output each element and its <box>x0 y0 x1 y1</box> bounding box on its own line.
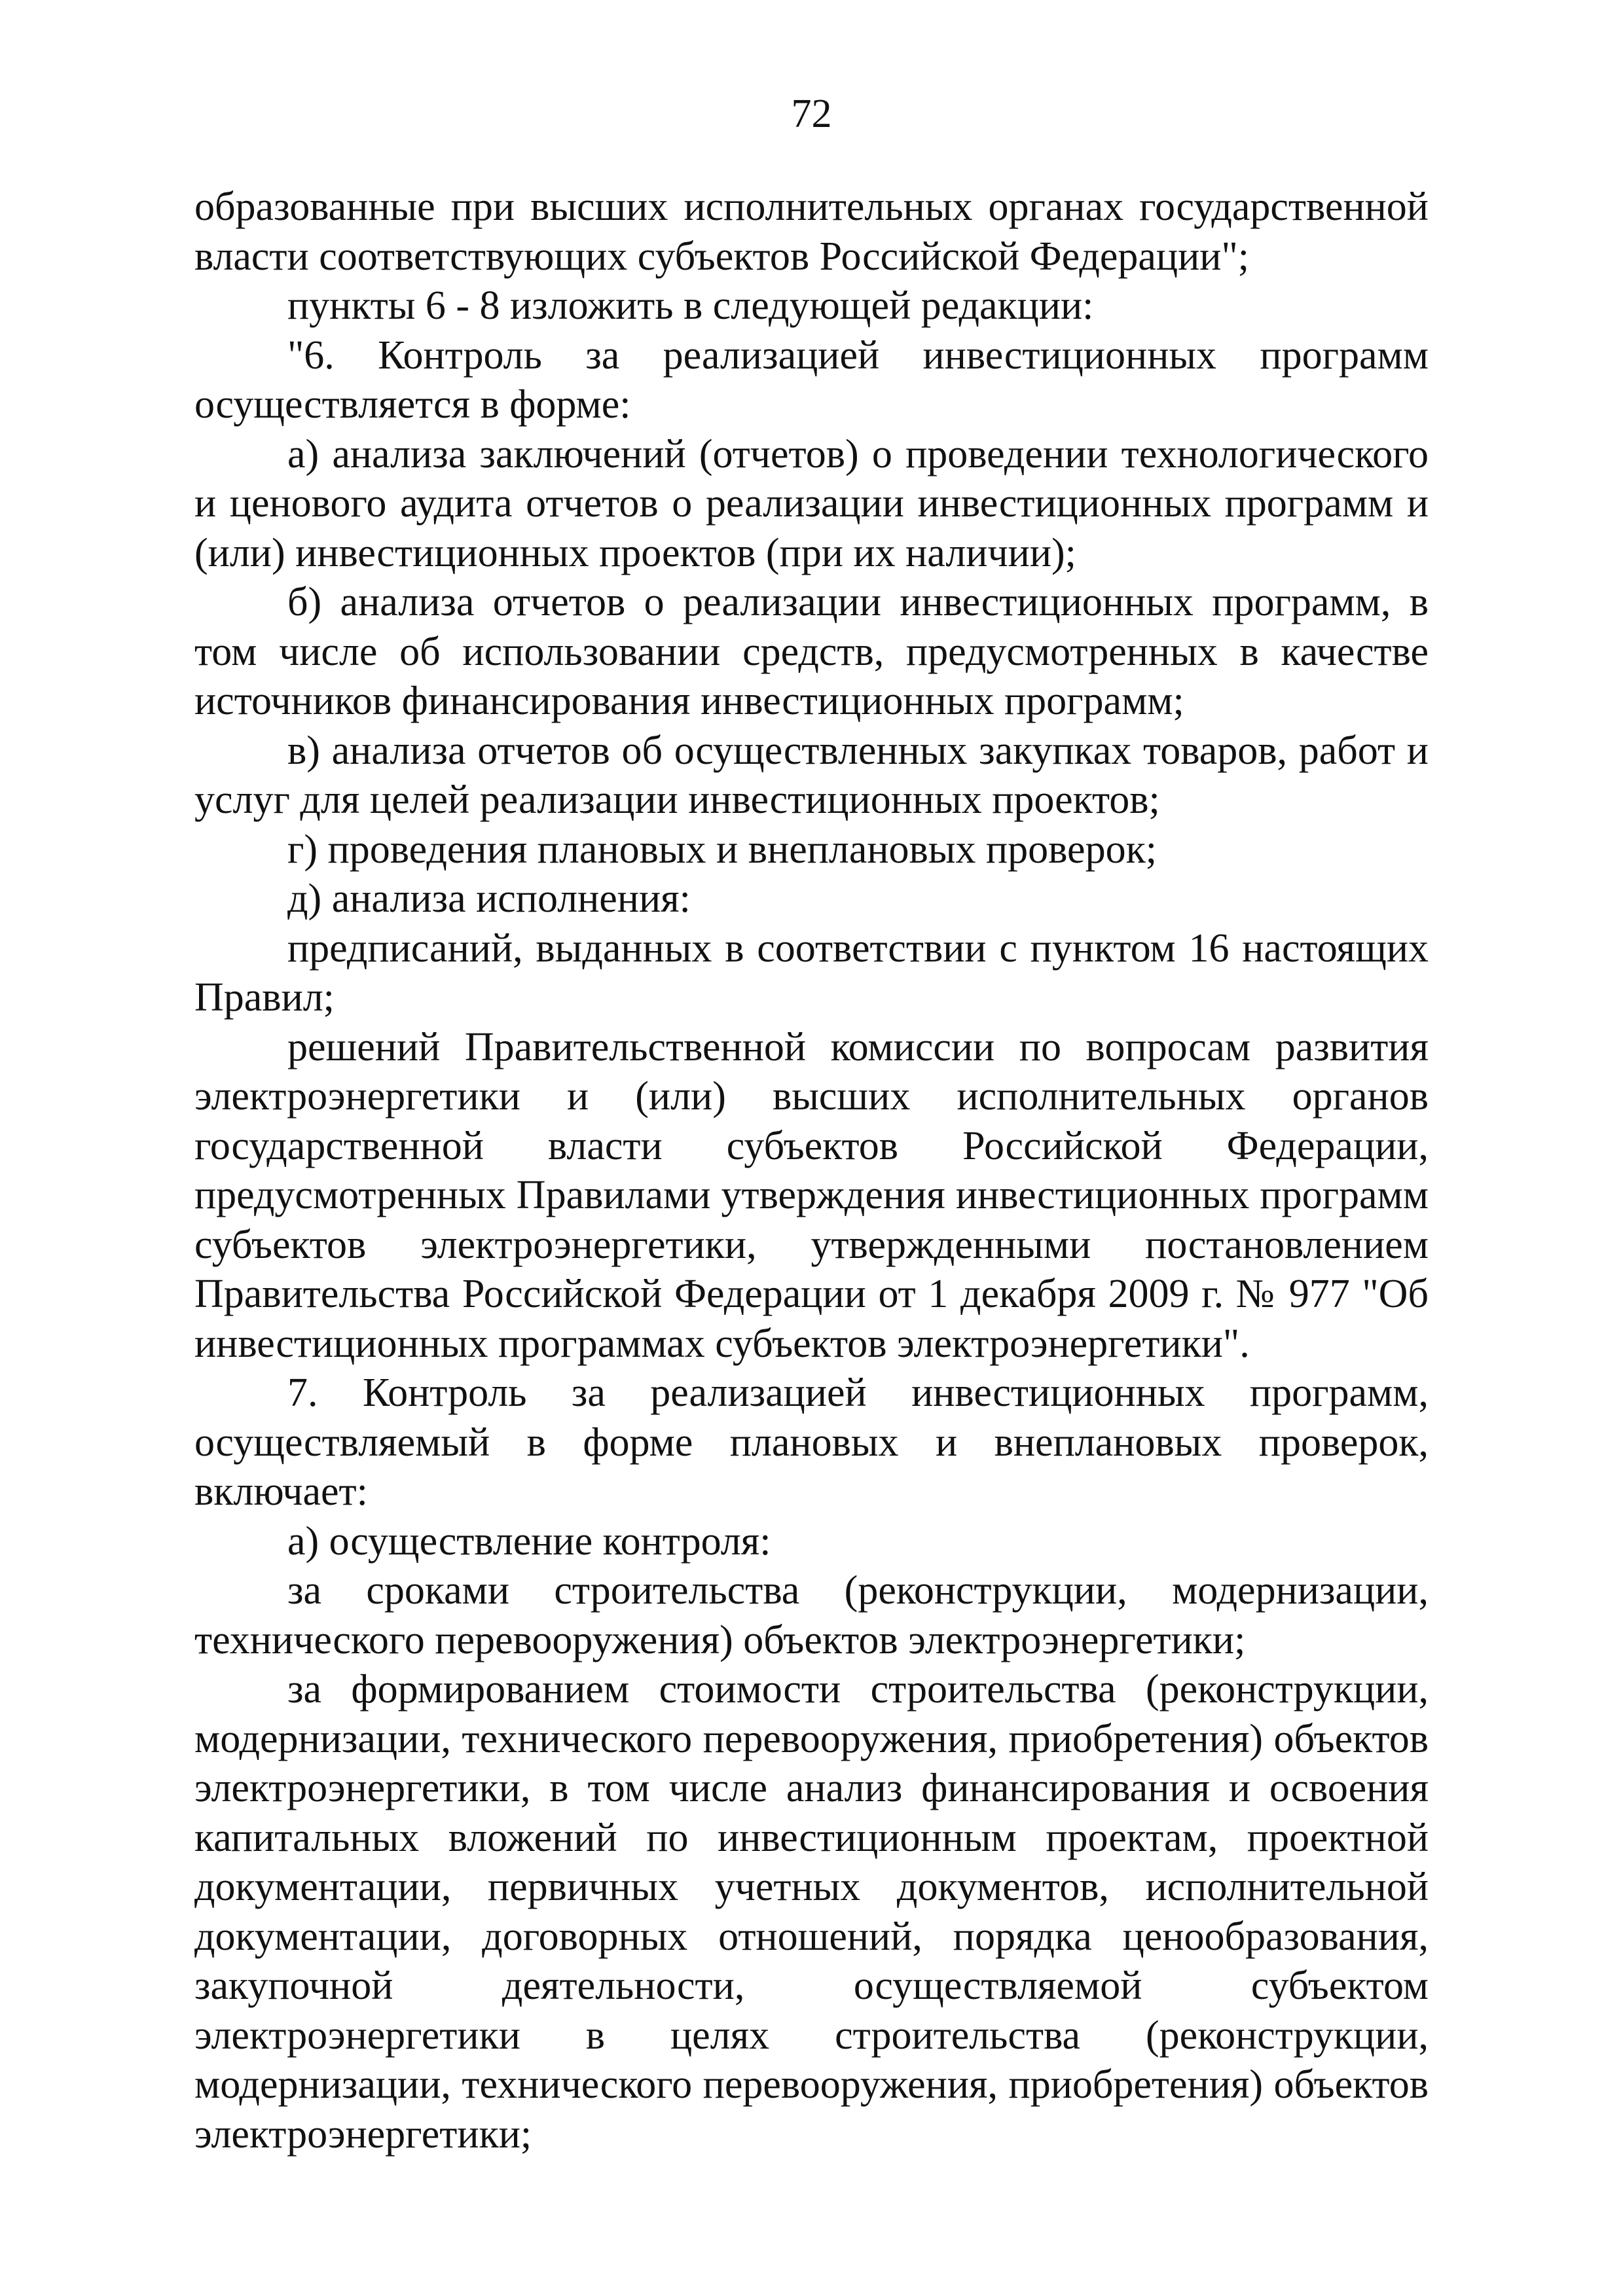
paragraph-prescriptions: предписаний, выданных в соответствии с пунктом 16 настоящих Правил; <box>194 925 1429 1020</box>
paragraph-item-7a: а) осуществление контроля: <box>287 1518 771 1564</box>
page-number: 72 <box>791 92 832 136</box>
paragraph-item-6a: а) анализа заключений (отчетов) о проведении технологического и ценового аудита отчетов о реализации инвестиционных программ и (или) инвестиционных проектов (при их наличии); <box>194 431 1429 575</box>
paragraph-decisions: решений Правительственной комиссии по вопросам развития электроэнергетики и (или) высших исполнительных органов государственной власти субъектов Российской Федерации, предусмотренных Правилами утверждения инвестиционных программ субъектов электроэнергетики, утвержденными постановлением Правительства Российской Федерации от 1 декабря 2009 г. № 977 "Об инвестиционных программах субъектов электроэнергетики". <box>194 1024 1429 1366</box>
paragraph-item-6: "6. Контроль за реализацией инвестиционных программ осуществляется в форме: <box>194 332 1429 427</box>
paragraph-item-6v: в) анализа отчетов об осуществленных закупках товаров, работ и услуг для целей реализации инвестиционных проектов; <box>194 728 1429 822</box>
paragraph-item-7: 7. Контроль за реализацией инвестиционных программ, осуществляемый в форме плановых и внеплановых проверок, включает: <box>194 1371 1429 1514</box>
paragraph-continuation: образованные при высших исполнительных органах государственной власти соответствующих субъектов Российской Федерации"; <box>194 185 1429 279</box>
paragraph-item-6d: д) анализа исполнения: <box>287 876 691 921</box>
paragraph-deadlines-control: за сроками строительства (реконструкции, модернизации, технического перевооружения) объектов электроэнергетики; <box>194 1568 1429 1662</box>
paragraph-amendment-intro: пункты 6 - 8 изложить в следующей редакции: <box>287 283 1094 328</box>
paragraph-cost-control: за формированием стоимости строительства (реконструкции, модернизации, технического перевооружения, приобретения) объектов электроэнергетики, в том числе анализ финансирования и освоения капитальных вложений по инвестиционным проектам, проектной документации, первичных учетных документов, исполнительной документации, договорных отношений, порядка ценообразования, закупочной деятельности, осуществляемой субъектом электроэнергетики в целях строительства (реконструкции, модернизации, технического перевооружения, приобретения) объектов электроэнергетики; <box>194 1667 1429 2157</box>
paragraph-item-6g: г) проведения плановых и внеплановых проверок; <box>287 827 1157 872</box>
document-body <box>194 183 1429 2159</box>
paragraph-item-6b: б) анализа отчетов о реализации инвестиционных программ, в том числе об использовании средств, предусмотренных в качестве источников финансирования инвестиционных программ; <box>194 580 1429 723</box>
